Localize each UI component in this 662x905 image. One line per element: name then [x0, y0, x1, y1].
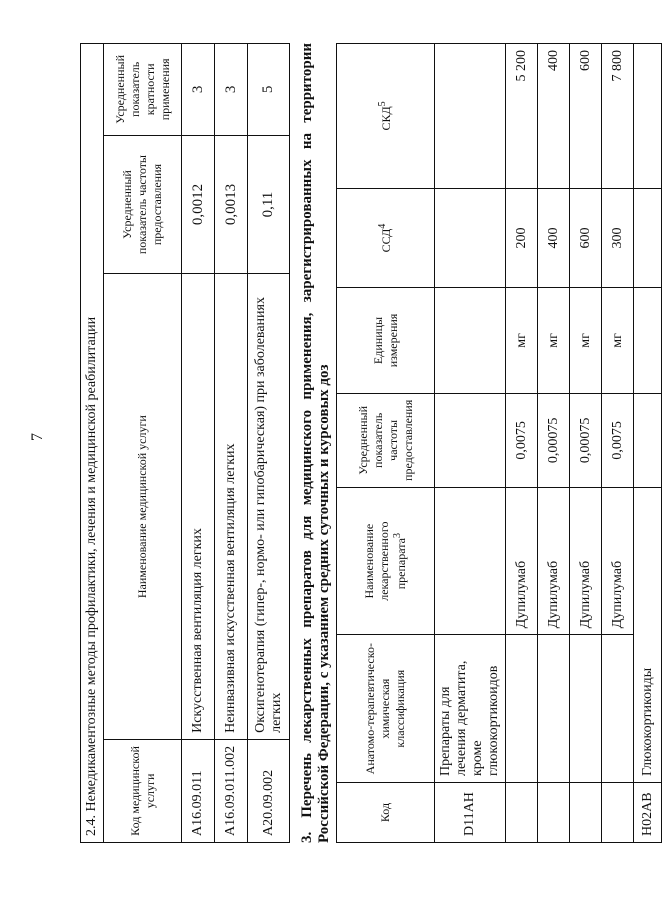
header-code: Код [337, 783, 435, 843]
table-row [182, 44, 215, 843]
header-service-name: Наименование медицинской услуги [104, 274, 182, 740]
drug-name: Дупилумаб [602, 487, 634, 634]
service-multiplicity: 5 [248, 44, 290, 136]
header-frequency: Усредненный показатель частоты предоставления [104, 135, 182, 274]
drug-skd: 5 200 [506, 44, 538, 189]
header-unit: Единицы измерения [337, 288, 435, 394]
table-row [570, 44, 602, 843]
drug-unit: мг [570, 288, 602, 394]
section-3-number: 3. [299, 831, 315, 843]
group-atc: Глюкокортикоиды [634, 487, 662, 782]
table-row [435, 44, 506, 843]
table-row [215, 44, 248, 843]
service-multiplicity: 3 [215, 44, 248, 136]
section-3-title-block [299, 43, 333, 843]
section-2-4-title: 2.4. Немедикаментозные методы профилактики, лечения и медицинской реабилитации [81, 44, 104, 843]
group-code: H02AB [634, 783, 662, 843]
table-row [248, 44, 290, 843]
drugs-table [336, 43, 662, 843]
drug-ssd: 300 [602, 188, 634, 287]
footnote-5: 5 [377, 101, 388, 107]
table-row [506, 44, 538, 843]
service-frequency: 0,11 [248, 135, 290, 274]
footnote-3: 3 [392, 533, 403, 539]
drug-frequency: 0,00075 [570, 393, 602, 487]
drug-ssd: 200 [506, 188, 538, 287]
table-header-row [104, 44, 182, 843]
header-skd: СКД$^5$ [337, 44, 435, 189]
header-ssd: ССД$^4$ [337, 188, 435, 287]
group-atc: Препараты для лечения дерматита, кроме глюкокортикоидов [435, 635, 506, 783]
service-name: Искусственная вентиляция легких [182, 274, 215, 740]
service-code: A20.09.002 [248, 739, 290, 842]
drug-name: Дупилумаб [506, 487, 538, 634]
rotated-page-content [80, 43, 655, 843]
footnote-4: 4 [377, 223, 388, 229]
service-multiplicity: 3 [182, 44, 215, 136]
page-number: 7 [29, 433, 46, 441]
drug-ssd: 600 [570, 188, 602, 287]
drug-unit: мг [538, 288, 570, 394]
header-atc: Анатомо-терапевтическо-химическая классификация [337, 635, 435, 783]
drug-frequency: 0,00075 [538, 393, 570, 487]
drug-frequency: 0,0075 [602, 393, 634, 487]
service-code: A16.09.011.002 [215, 739, 248, 842]
drug-unit: мг [506, 288, 538, 394]
service-frequency: 0,0012 [182, 135, 215, 274]
drug-skd: 7 800 [602, 44, 634, 189]
drug-ssd: 400 [538, 188, 570, 287]
drug-skd: 600 [570, 44, 602, 189]
header-drug-name: Наименование лекарственного препарата$^3$ [337, 487, 435, 634]
header-service-code: Код медицинской услуги [104, 739, 182, 842]
header-frequency: Усредненный показатель частоты предоставления [337, 393, 435, 487]
service-code: A16.09.011 [182, 739, 215, 842]
table-row [634, 44, 662, 843]
section-3-title: Перечень лекарственных препаратов для медицинского применения, зарегистрированных на территории Российской Федерации, с указанием средних суточных и курсовых доз [299, 43, 332, 843]
group-code: D11AH [435, 783, 506, 843]
table-header-row [337, 44, 435, 843]
table-row [602, 44, 634, 843]
drug-frequency: 0,0075 [506, 393, 538, 487]
drug-skd: 400 [538, 44, 570, 189]
service-frequency: 0,0013 [215, 135, 248, 274]
table-row [538, 44, 570, 843]
service-name: Неинвазивная искусственная вентиляция легких [215, 274, 248, 740]
drug-name: Дупилумаб [570, 487, 602, 634]
drug-name: Дупилумаб [538, 487, 570, 634]
header-multiplicity: Усредненный показатель кратности применения [104, 44, 182, 136]
rehabilitation-methods-table [80, 43, 290, 843]
drug-unit: мг [602, 288, 634, 394]
service-name: Оксигенотерапия (гипер-, нормо- или гипобарическая) при заболеваниях легких [248, 274, 290, 740]
